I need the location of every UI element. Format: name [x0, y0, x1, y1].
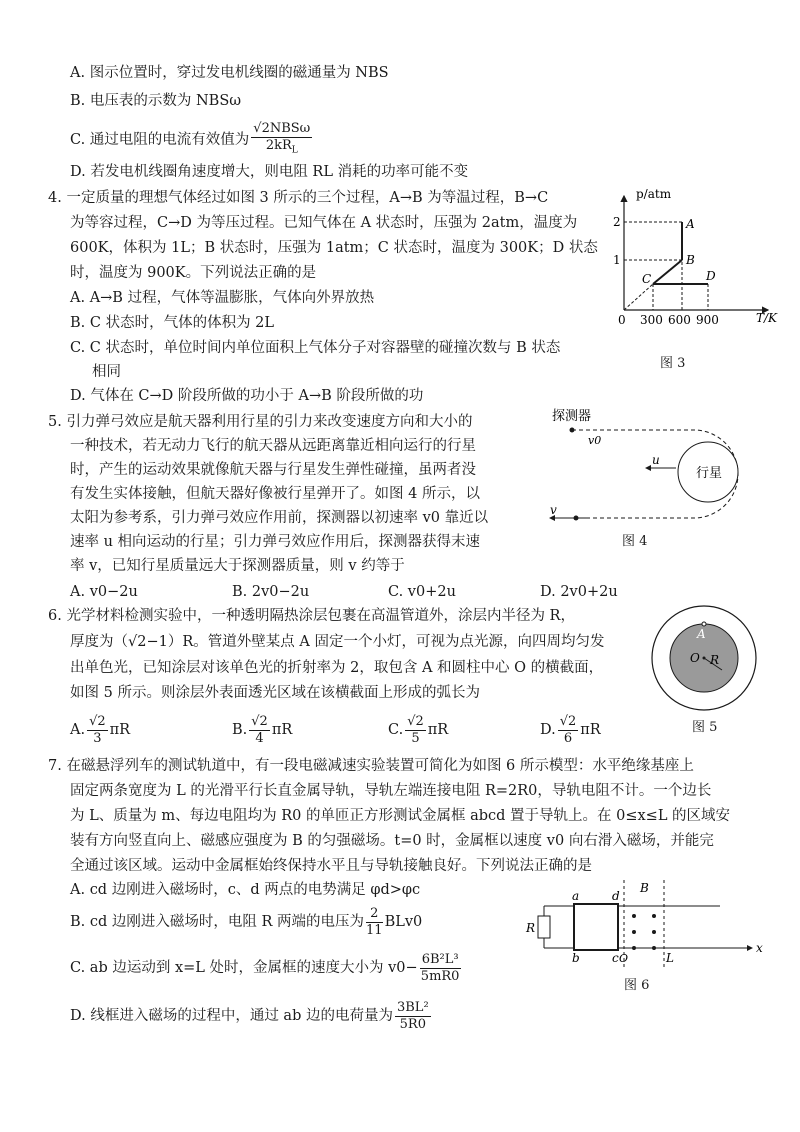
- fraction-denominator: 3: [93, 730, 102, 746]
- q5-stem-line1: 5. 引力弹弓效应是航天器利用行星的引力来改变速度方向和大小的: [48, 414, 473, 430]
- point-b-label: B: [686, 253, 695, 267]
- y-tick-1: 1: [613, 253, 621, 267]
- q5-option-d: D. 2v0+2u: [540, 584, 618, 600]
- fraction-numerator: 6B²L³: [421, 951, 459, 967]
- q7-stem-line5: 全通过该区域。运动中金属框始终保持水平且与导轨接触良好。下列说法正确的是: [70, 858, 592, 874]
- fraction-numerator: √2: [559, 713, 577, 729]
- fraction-den-text: 2kR: [265, 138, 292, 154]
- option-letter: A.: [70, 722, 86, 738]
- corner-c-label: c: [612, 951, 619, 965]
- q7-option-c-fraction: [420, 952, 461, 985]
- resistor-label: R: [526, 921, 536, 935]
- fraction-denominator: 11: [366, 922, 383, 938]
- x-tick-300: 300: [640, 313, 663, 327]
- fraction-denominator: [251, 138, 312, 159]
- process-b-c: [653, 260, 682, 284]
- option-tail: BLv0: [384, 914, 423, 930]
- fraction-numerator: 2: [366, 906, 383, 923]
- option-letter: C.: [388, 722, 404, 738]
- q6-stem-line4: 如图 5 所示。则涂层外表面透光区域在该横截面上形成的弧长为: [70, 685, 480, 701]
- q7-option-c: [70, 948, 463, 988]
- q3-option-d: D. 若发电机线圈角速度增大，则电阻 RL 消耗的功率可能不变: [70, 164, 469, 180]
- q6-option-a: [70, 710, 130, 750]
- field-b-label: B: [640, 881, 649, 895]
- x-tick-0: 0: [618, 313, 626, 327]
- option-text: C. ab 边运动到 x=L 处时，金属框的速度大小为 v0−: [70, 960, 418, 976]
- q3-option-c-text: C. 通过电阻的电流有效值为: [70, 132, 250, 148]
- q6-stem-line2: 厚度为（√2−1）R。管道外壁某点 A 固定一个小灯，可视为点光源，向四周均匀发: [70, 634, 605, 650]
- x-axis-label: x: [756, 941, 763, 955]
- q5-stem-line6: 速率 u 相向运动的行星；引力弹弓效应作用后，探测器获得末速: [70, 534, 481, 550]
- q7-option-b: [70, 902, 422, 942]
- q6-option-d: [540, 710, 601, 750]
- option-text: B. cd 边刚进入磁场时，电阻 R 两端的电压为: [70, 914, 365, 930]
- q7-option-d: [70, 996, 433, 1036]
- corner-a-label: a: [572, 889, 580, 903]
- q3-option-a: A. 图示位置时，穿过发电机线圈的磁通量为 NBS: [70, 65, 389, 81]
- fraction-denominator: 4: [255, 730, 264, 746]
- q6-option-b-fraction: [249, 714, 270, 747]
- q6-stem-line3: 出单色光，已知涂层对该单色光的折射率为 2，取包含 A 和圆柱中心 O 的横截面，: [70, 660, 604, 676]
- fraction-denominator: 5R0: [399, 1016, 426, 1032]
- q7-option-b-fraction: [366, 906, 383, 939]
- q4-stem-line1: 4. 一定质量的理想气体经过如图 3 所示的三个过程，A→B 为等温过程，B→C: [48, 190, 549, 206]
- fraction-numerator: 3BL²: [396, 999, 429, 1015]
- q7-option-a: A. cd 边刚进入磁场时，c、d 两点的电势满足 φd>φc: [70, 882, 421, 898]
- fraction-numerator: √2: [89, 713, 106, 729]
- y-tick-2: 2: [613, 215, 621, 229]
- resistor-r: [538, 916, 550, 938]
- x-tick-900: 900: [696, 313, 719, 327]
- radius-r-label: R: [710, 653, 720, 667]
- option-letter: D.: [540, 722, 556, 738]
- magnetic-field-dots: [632, 914, 656, 950]
- option-tail: πR: [271, 722, 293, 738]
- q7-stem-line3: 为 L、质量为 m、每边电阻均为 R0 的单匝正方形测试金属框 abcd 置于导轨上。在 0≤x≤L 的区域安: [70, 808, 731, 824]
- q3-option-b: B. 电压表的示数为 NBSω: [70, 93, 242, 109]
- figure-3-caption: 图 3: [660, 356, 686, 371]
- q6-option-a-fraction: [87, 714, 108, 747]
- l-label: L: [666, 951, 674, 965]
- q6-option-d-fraction: [558, 714, 579, 747]
- fraction-numerator: √2: [251, 713, 268, 729]
- figure-6-rail-setup: [520, 876, 780, 976]
- q5-stem-line3: 时，产生的运动效果就像航天器与行星发生弹性碰撞，虽两者没: [70, 462, 476, 478]
- point-a-label: A: [697, 627, 706, 641]
- q5-option-c: C. v0+2u: [388, 584, 456, 600]
- y-axis-label: p/atm: [636, 188, 672, 201]
- fraction-denominator: 5: [411, 730, 420, 746]
- q3-option-c-fraction: [251, 121, 312, 159]
- q4-option-b: B. C 状态时，气体的体积为 2L: [70, 315, 275, 331]
- q4-stem-line3: 600K，体积为 1L；B 状态时，压强为 1atm；C 状态时，温度为 300K；D 状态: [70, 240, 598, 256]
- q5-stem-line2: 一种技术，若无动力飞行的航天器从远距离靠近相向运行的行星: [70, 438, 476, 454]
- q7-option-d-fraction: [395, 1000, 431, 1033]
- figure-3-pt-graph: [608, 188, 778, 348]
- center-o-label: O: [690, 651, 700, 665]
- q7-stem-line4: 装有方向竖直向上、磁感应强度为 B 的匀强磁场。t=0 时，金属框以速度 v0 向右滑入磁场，并能完: [70, 833, 714, 849]
- figure-6-caption: 图 6: [624, 978, 650, 993]
- option-tail: πR: [109, 722, 131, 738]
- fraction-denominator: 5mR0: [420, 968, 460, 984]
- q7-stem-line2: 固定两条宽度为 L 的光滑平行长直金属导轨，导轨左端连接电阻 R=2R0，导轨电阻不计。一个边长: [70, 783, 712, 799]
- figure-4-caption: 图 4: [622, 534, 648, 549]
- fraction-denominator: 6: [563, 730, 573, 746]
- origin-label: O: [619, 952, 629, 965]
- option-text: D. 线框进入磁场的过程中，通过 ab 边的电荷量为: [70, 1008, 393, 1024]
- corner-d-label: d: [612, 889, 620, 903]
- figure-4-slingshot: [546, 404, 776, 534]
- q6-option-c-fraction: [405, 714, 426, 747]
- fraction-numerator: √2: [407, 713, 424, 729]
- v-label: v: [550, 503, 557, 517]
- v0-label: v0: [588, 434, 602, 447]
- option-letter: B.: [232, 722, 248, 738]
- q6-option-c: [388, 710, 448, 750]
- q6-option-b: [232, 710, 292, 750]
- point-c-label: C: [642, 272, 652, 286]
- q3-option-c: [70, 120, 314, 160]
- q4-option-d: D. 气体在 C→D 阶段所做的功小于 A→B 阶段所做的功: [70, 388, 424, 404]
- q4-option-a: A. A→B 过程，气体等温膨胀，气体向外界放热: [70, 290, 375, 306]
- probe-label: 探测器: [552, 409, 592, 424]
- figure-5-cross-section: [640, 604, 770, 714]
- point-d-label: D: [706, 269, 716, 283]
- planet-label: 行星: [696, 466, 723, 481]
- q6-stem-line1: 6. 光学材料检测实验中，一种透明隔热涂层包裹在高温管道外，涂层内半径为 R，: [48, 608, 575, 624]
- fraction-numerator: √2NBSω: [253, 121, 311, 137]
- corner-b-label: b: [572, 951, 580, 965]
- q5-stem-line7: 率 v，已知行星质量远大于探测器质量，则 v 约等于: [70, 558, 405, 574]
- point-a-label: A: [686, 217, 695, 231]
- point-a-dot: [702, 622, 706, 626]
- option-tail: πR: [580, 722, 601, 738]
- q5-stem-line4: 有发生实体接触，但航天器好像被行星弹开了。如图 4 所示，以: [70, 486, 480, 502]
- q5-stem-line5: 太阳为参考系，引力弹弓效应作用前，探测器以初速率 v0 靠近以: [70, 510, 489, 526]
- q4-option-c-line2: 相同: [92, 364, 121, 380]
- q4-stem-line2: 为等容过程，C→D 为等压过程。已知气体在 A 状态时，压强为 2atm，温度为: [70, 215, 578, 231]
- option-tail: πR: [427, 722, 449, 738]
- q7-stem-line1: 7. 在磁悬浮列车的测试轨道中，有一段电磁减速实验装置可简化为如图 6 所示模型：水平绝缘基座上: [48, 758, 694, 774]
- fraction-den-sub: L: [291, 145, 298, 156]
- q4-stem-line4: 时，温度为 900K。下列说法正确的是: [70, 265, 317, 281]
- square-frame-abcd: [574, 904, 618, 950]
- x-tick-600: 600: [668, 313, 691, 327]
- q5-option-a: A. v0−2u: [70, 584, 138, 600]
- x-axis-label: T/K: [756, 311, 778, 325]
- q4-option-c-line1: C. C 状态时，单位时间内单位面积上气体分子对容器壁的碰撞次数与 B 状态: [70, 340, 561, 356]
- q5-option-b: B. 2v0−2u: [232, 584, 310, 600]
- u-label: u: [652, 453, 660, 467]
- figure-5-caption: 图 5: [692, 720, 718, 735]
